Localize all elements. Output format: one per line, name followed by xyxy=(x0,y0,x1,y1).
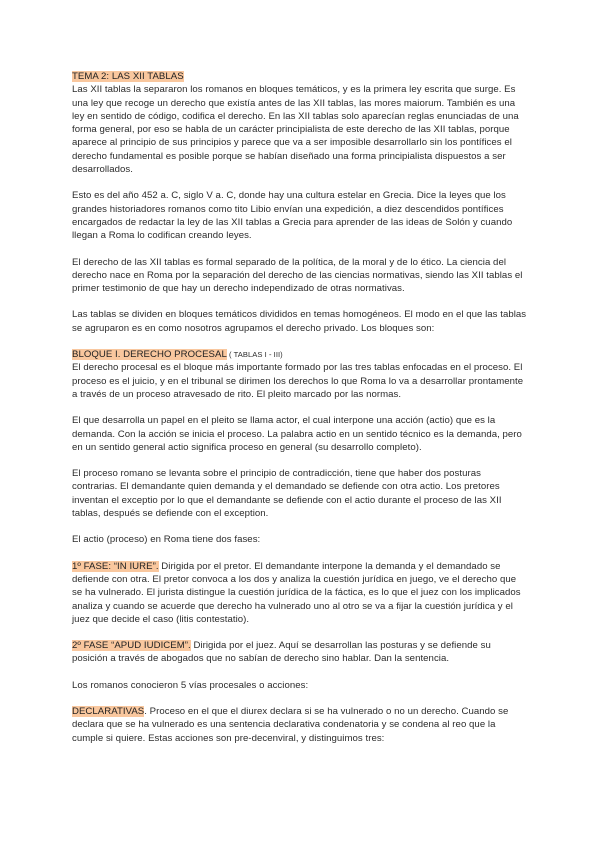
paragraph-procesal: El derecho procesal es el bloque más importante formado por las tres tablas enfocadas en el proceso. El proceso es el juicio, y en el tribunal se dirimen los derechos lo que Roma lo va a desarrollar prontamente a través de un proceso atravesado de rito. El pleito marcado por las normas. xyxy=(72,362,524,400)
paragraph-actor: El que desarrolla un papel en el pleito se llama actor, el cual interpone una acción (actio) que es la demanda. Con la acción se inicia el proceso. La palabra actio en un sentido técnico es la demanda, pero en un sentido general actio significa proceso en general (su desarrollo completo). xyxy=(72,415,522,453)
fase2-text: Dirigida por el juez. Aquí se desarrollan las posturas y se defiende su posición a través de abogados que no sabían de derecho sino hablar. Dan la sentencia. xyxy=(72,640,491,665)
paragraph-fase2 xyxy=(72,639,528,666)
paragraph-history: Esto es del año 452 a. C, siglo V a. C, donde hay una cultura estelar en Grecia. Dice la leyes que los grandes historiadores romanos como tito Libio envían una expedición, a diez descendidos pontífices encargados de redactar la ley de las XII tablas a Grecia para aprender de las ideas de Solón y cuando llegan a Roma lo codifican creando leyes. xyxy=(72,190,513,242)
tema-title: TEMA 2: LAS XII TABLAS xyxy=(72,71,184,82)
paragraph-contradiccion: El proceso romano se levanta sobre el principio de contradicción, tiene que haber dos posturas contrarias. El demandante quien demanda y el demandado se defiende con otra actio. Los pretores inventan el exceptio por lo que el demandante se defiende con el actio durante el proceso de las XII tablas, después se defiende con el exception. xyxy=(72,468,502,520)
bloque-subtitle: ( TABLAS I - III) xyxy=(226,350,283,360)
paragraph-formal-law: El derecho de las XII tablas es formal separado de la política, de la moral y de lo ético. La ciencia del derecho nace en Roma por la separación del derecho de las ciencias normativas, siendo las XII tablas el primer testimonio de que hay un derecho independizado de otras normativas. xyxy=(72,256,523,295)
paragraph-blocks: Las tablas se dividen en bloques temáticos divididos en temas homogéneos. El modo en el que las tablas se agruparon es en como nosotros agrupamos el derecho privado. Los bloques son: xyxy=(72,309,527,334)
document-page xyxy=(72,70,528,758)
paragraph-fases-intro: El actio (proceso) en Roma tiene dos fases: xyxy=(72,534,261,546)
fase1-text: Dirigida por el pretor. El demandante interpone la demanda y el demandado se defiende con otra. El pretor convoca a los dos y analiza la cuestión jurídica en juego, ve el derecho que se ha vulnerado. El jurista distingue la cuestión jurídica de la fáctica, es lo que el juez con los implicados analiza y cuando se acuerde que derecho ha vulnerado uno al otro se va a fijar la cuestión jurídica y el juez que decide el caso (litis contestatio). xyxy=(72,560,521,625)
fase1-label: 1º FASE: “IN IURE”. xyxy=(72,560,159,572)
fase2-label: 2º FASE “APUD IUDICEM”. xyxy=(72,640,191,652)
paragraph-fase1 xyxy=(72,560,528,626)
bloque-title: BLOQUE I. DERECHO PROCESAL xyxy=(72,349,227,361)
paragraph-declarativas xyxy=(72,705,528,745)
declarativas-text: . Proceso en el que el diurex declara si se ha vulnerado o no un derecho. Cuando se declara que se ha vulnerado es una sentencia declarativa condenatoria y se condena al reo que la cumple si quiere. Estas acciones son pre-decenviral, y distinguimos tres: xyxy=(72,705,509,744)
declarativas-label: DECLARATIVAS xyxy=(72,705,145,717)
paragraph-intro: Las XII tablas la separaron los romanos en bloques temáticos, y es la primera ley escrita que surge. Es una ley que recoge un derecho que existía antes de las XII tablas, las mores maiorum. También es una ley en sentido de código, codifica el derecho. En las XII tablas solo aparecían reglas enunciadas de una forma general, por eso se habla de un carácter principialista de este derecho de las XII tablas, porque aparece al principio de sus principios y parece que va a ser imposible desarrollarlo sin los pontífices el derecho fundamental es posible porque se habían diseñado una forma principialista dispuestos a ser desarrollados. xyxy=(72,84,519,176)
bloque-heading xyxy=(72,348,528,361)
tema-title-line xyxy=(72,70,528,83)
paragraph-vias: Los romanos conocieron 5 vías procesales o acciones: xyxy=(72,679,309,691)
